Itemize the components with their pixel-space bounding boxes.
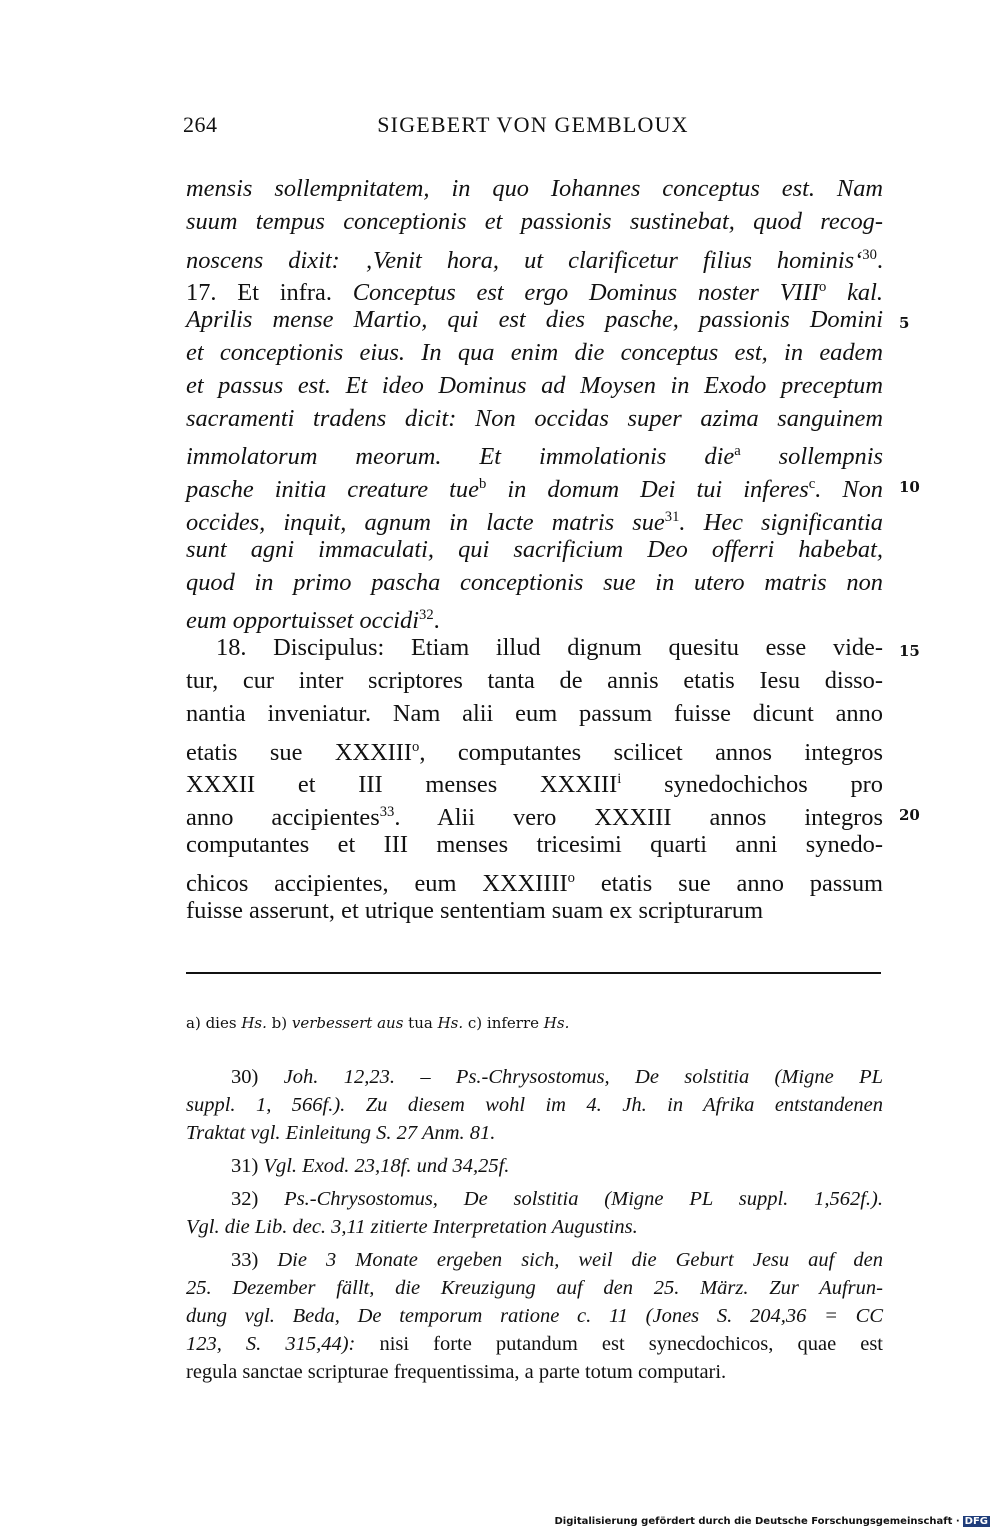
line-number: 5 (899, 314, 910, 333)
text-segment: kal. (826, 279, 883, 307)
text-segment: mensis sollempnitatem, in quo Iohannes conceptus est. Nam (186, 175, 883, 202)
footnote-separator (186, 972, 881, 974)
text-segment: . Non (815, 476, 883, 504)
text-segment: regula sanctae scripturae frequentissima, a parte totum computari. (186, 1361, 727, 1383)
line-number: 20 (899, 806, 920, 825)
text-segment: Aprilis mense Martio, qui est dies pasche, passionis Domini (186, 306, 883, 334)
text-line (186, 403, 883, 436)
text-segment: Conceptus est ergo Dominus noster VIII (352, 279, 819, 307)
text-segment: 33) (231, 1249, 278, 1271)
text-segment: anno accipientes (186, 804, 380, 832)
superscript: i (617, 771, 622, 788)
footer-credit: Digitalisierung gefördert durch die Deutsche Forschungsgemeinschaft · (554, 1516, 960, 1527)
text-segment: Hs. (241, 1014, 267, 1032)
text-segment: c) inferre (463, 1014, 544, 1032)
main-text (186, 173, 920, 927)
text-segment: 25. Dezember fällt, die Kreuzigung auf den 25. März. Zur Aufrun- (186, 1277, 883, 1299)
text-segment: eum opportuisset occidi (186, 607, 420, 635)
dfg-logo: DFG (964, 1516, 988, 1527)
text-segment: Vgl. die Lib. dec. 3,11 zitierte Interpretation Augustins. (186, 1216, 638, 1238)
text-segment: etatis sue XXXIII (186, 738, 413, 766)
line-number: 15 (899, 642, 920, 661)
text-segment: tua (403, 1014, 438, 1032)
text-segment: Joh. 12,23. – Ps.-Chrysostomus, De solstitia (Migne PL (283, 1066, 883, 1088)
superscript: 33 (379, 804, 395, 821)
text-segment: immolatorum meorum. Et immolationis die (186, 443, 735, 471)
footnote-line (186, 1063, 883, 1091)
text-line (186, 271, 883, 307)
text-segment: dung vgl. Beda, De temporum ratione c. 11 (Jones S. 204,36 = CC (186, 1305, 883, 1327)
text-line (186, 173, 883, 206)
text-segment: synedochichos pro (621, 771, 883, 799)
superscript: b (478, 476, 487, 493)
text-segment: fuisse asserunt, et utrique sententiam suam ex scripturarum (186, 896, 764, 924)
text-segment: Hs. (543, 1014, 570, 1032)
text-segment: suppl. 1, 566f.). Zu diesem wohl im 4. Jh. in Afrika entstandenen (186, 1094, 883, 1116)
footnotes (186, 1063, 883, 1386)
footnote-line (186, 1185, 883, 1213)
superscript: 30 (862, 246, 877, 263)
footnote-line (186, 1246, 883, 1274)
text-line (186, 665, 883, 698)
superscript: o (567, 869, 575, 886)
footnote-line (186, 1213, 883, 1241)
text-line (186, 370, 883, 403)
text-segment: b) (266, 1014, 292, 1032)
text-line (186, 862, 883, 895)
text-segment: 31) (231, 1155, 264, 1177)
text-segment: occides, inquit, agnum in lacte matris sue (186, 509, 665, 537)
line-number: 10 (899, 478, 920, 497)
text-segment: quod in primo pascha conceptionis sue in utero matris non (186, 568, 883, 596)
text-line (186, 895, 883, 928)
text-line (186, 599, 883, 635)
text-segment: . Hec significantia (679, 509, 884, 537)
footnote-line (186, 1119, 883, 1147)
text-line (186, 206, 883, 239)
text-line (186, 501, 884, 537)
text-segment: . (433, 607, 440, 635)
footnote-line (186, 1091, 883, 1119)
text-segment: chicos accipientes, eum XXXIIII (186, 869, 568, 897)
text-segment: XXXII et III menses XXXIII (186, 771, 618, 799)
text-segment: et conceptionis eius. In qua enim die conceptus est, in eadem (186, 338, 883, 366)
critical-apparatus (186, 1014, 569, 1032)
text-line (186, 435, 884, 471)
page-number: 264 (183, 112, 218, 137)
superscript: o (412, 738, 420, 755)
text-line (186, 239, 883, 272)
text-line (186, 567, 883, 600)
text-segment: Ps.-Chrysostomus, De solstitia (Migne PL suppl. 1,562f.). (284, 1188, 884, 1210)
text-line (186, 468, 920, 504)
text-line (186, 796, 920, 832)
text-segment: Traktat vgl. Einleitung S. 27 Anm. 81. (186, 1122, 496, 1144)
text-segment: 18. Discipulus: Etiam illud dignum quesitu esse vide- (216, 634, 883, 662)
text-segment: 123, S. 315,44): (186, 1333, 356, 1355)
text-segment: . Alii vero XXXIII annos integros (394, 804, 883, 832)
text-line (186, 632, 920, 665)
text-line (186, 304, 910, 337)
text-line (186, 337, 883, 370)
text-segment: suum tempus conceptionis et passionis sustinebat, quod recog- (186, 207, 883, 235)
footnote-line (186, 1330, 883, 1358)
footnote-line (186, 1152, 883, 1180)
text-segment: pasche initia creature tue (186, 476, 479, 504)
text-segment: . (876, 246, 883, 274)
text-segment: nantia inveniatur. Nam alii eum passum fuisse dicunt anno (186, 699, 883, 727)
text-line (186, 731, 883, 764)
superscript: c (808, 476, 816, 493)
text-line (186, 829, 883, 862)
superscript: o (818, 279, 827, 296)
text-segment: sacramenti tradens dicit: Non occidas super azima sanguinem (186, 404, 883, 432)
text-segment: Hs. (437, 1014, 464, 1032)
text-segment: 17. Et infra. (186, 279, 353, 307)
text-segment: etatis sue anno passum (574, 869, 883, 897)
text-segment: et passus est. Et ideo Dominus ad Moysen in Exodo preceptum (186, 371, 883, 399)
text-segment: Die 3 Monate ergeben sich, weil die Geburt Jesu auf den (277, 1249, 884, 1271)
text-segment: 32) (231, 1188, 285, 1210)
text-segment: noscens dixit: ‚Venit hora, ut clarificetur filius hominis‘ (186, 246, 863, 274)
text-segment: computantes et III menses tricesimi quarti anni synedo- (186, 830, 883, 858)
text-segment: in domum Dei tui inferes (486, 476, 809, 504)
running-title: SIGEBERT VON GEMBLOUX (377, 112, 689, 137)
superscript: 32 (419, 607, 434, 624)
page-footer (555, 1516, 991, 1527)
footnote-line (186, 1302, 883, 1330)
text-segment: a) dies (186, 1014, 242, 1032)
text-segment: sunt agni immaculati, qui sacrificium Deo offerri habebat, (186, 535, 883, 563)
text-line (186, 763, 883, 799)
page-header (183, 112, 883, 146)
text-segment: , computantes scilicet annos integros (419, 738, 883, 766)
footnote-line (186, 1358, 883, 1386)
text-segment: verbessert aus (291, 1014, 404, 1032)
text-segment: tur, cur inter scriptores tanta de annis etatis Iesu disso- (186, 666, 883, 694)
footnote-line (186, 1274, 883, 1302)
text-line (186, 698, 883, 731)
superscript: 31 (664, 508, 680, 525)
superscript: a (734, 443, 741, 460)
text-segment: nisi forte putandum est synecdochicos, quae est (355, 1333, 883, 1355)
text-segment: 30) (231, 1066, 284, 1088)
text-segment: Vgl. Exod. 23,18f. und 34,25f. (263, 1155, 510, 1177)
text-segment: sollempnis (740, 443, 884, 471)
text-line (186, 534, 883, 567)
